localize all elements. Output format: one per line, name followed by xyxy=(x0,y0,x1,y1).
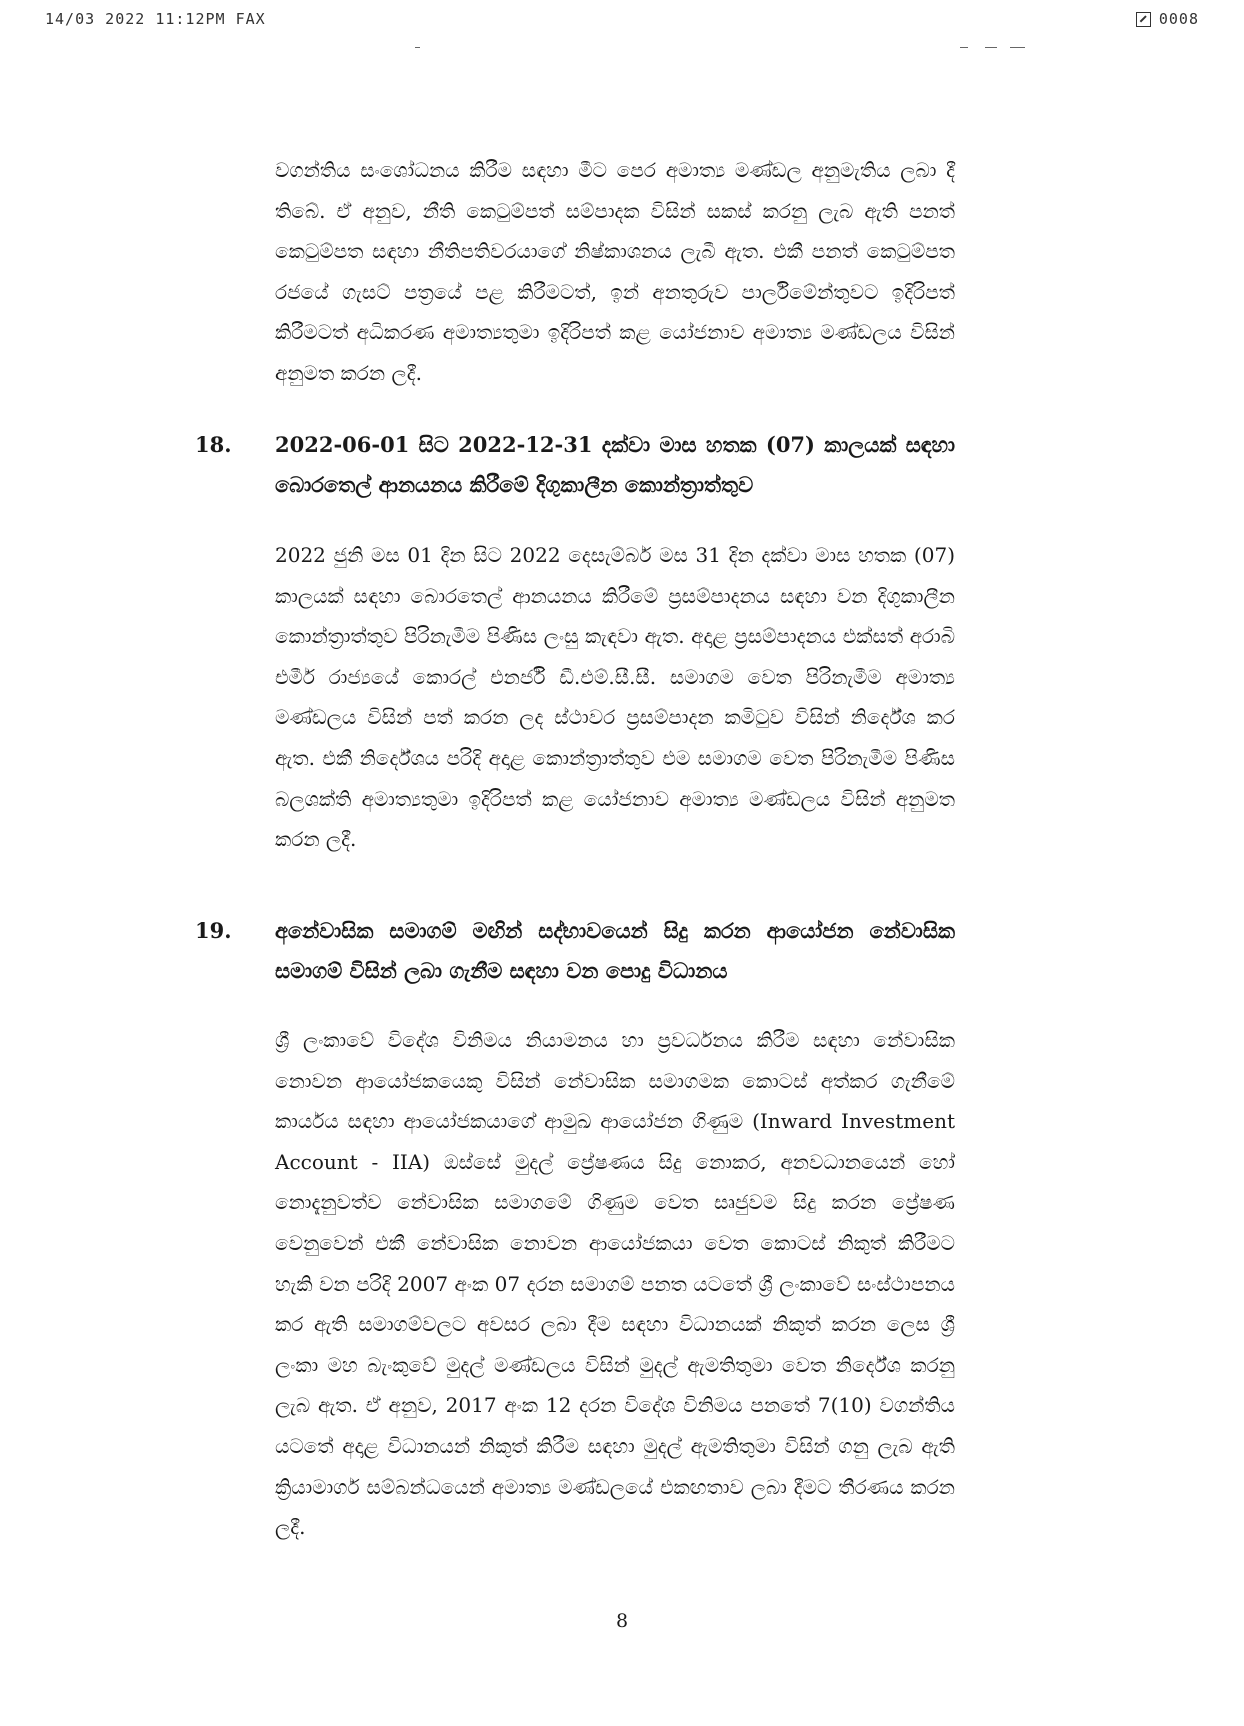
section-19-body: ශ්‍රී ලංකාවේ විදේශ විනිමය නියාමනය හා ප්‍රවර්ධනය කිරීම සඳහා නේවාසික නොවන ආයෝජකයෙකු විසින් නේවාසික සමාගමක කොටස් අත්කර ගැනීමේ කාර්යය සඳහා ආයෝජකයාගේ ආමුඛ ආයෝජන ගිණුම (Inward Investment Account - IIA) ඔස්සේ මුදල් ප්‍රේෂණය සිදු නොකර, අනවධානයෙන් හෝ නොදැනුවත්ව නේවාසික සමාගමේ ගිණුම වෙත සෘජුවම සිදු කරන ප්‍රේෂණ වෙනුවෙන් එකී නේවාසික නොවන ආයෝජකයා වෙත කොටස් නිකුත් කිරීමට හැකි වන පරිදි 2007 අංක 07 දරන සමාගම් පනත යටතේ ශ්‍රී ලංකාවේ සංස්ථාපනය කර ඇති සමාගම්වලට අවසර ලබා දීම සඳහා විධානයක් නිකුත් කරන ලෙස ශ්‍රී ලංකා මහ බැංකුවේ මුදල් මණ්ඩලය විසින් මුදල් ඇමතිතුමා වෙත නිර්දේශ කරනු ලැබ ඇත. ඒ අනුව, 2017 අංක 12 දරන විදේශ විනිමය පනතේ 7(10) වගන්තිය යටතේ අදාළ විධානයන් නිකුත් කිරීම සඳහා මුදල් ඇමතිතුමා විසින් ගනු ලැබ ඇති ක්‍රියාමාර්ග සම්බන්ධයෙන් අමාත්‍ය මණ්ඩලයේ එකඟතාව ලබා දීමට තීරණය කරන ලදී. xyxy=(275,1028,955,1540)
page-number: 8 xyxy=(615,1610,629,1632)
section-18-body: 2022 ජුනි මස 01 දින සිට 2022 දෙසැම්බර් මස 31 දින දක්වා මාස හතක (07) කාලයක් සඳහා බොරතෙල් ආනයනය කිරීමේ ප්‍රසම්පාදනය සඳහා වන දිගුකාලීන කොන්ත්‍රාත්තුව පිරිනැමීම පිණිස ලංසු කැඳවා ඇත. අදාළ ප්‍රසම්පාදනය එක්සත් අරාබි එමීර් රාජ්‍යයේ කොරල් එනර්ජි ඩී.එම්.සී.සී. සමාගම වෙත පිරිනැමීම අමාත්‍ය මණ්ඩලය විසින් පත් කරන ලද ස්ථාවර ප්‍රසම්පාදන කමිටුව විසින් නිර්දේශ කර ඇත. එකී නිර්දේශය පරිදි අදාළ කොන්ත්‍රාත්තුව එම සමාගම වෙත පිරිනැමීම පිණිස බලශක්ති අමාත්‍යතුමා ඉදිරිපත් කළ යෝජනාව අමාත්‍ය මණ්ඩලය විසින් අනුමත කරන ලදී. xyxy=(275,543,955,852)
fax-page-code: 0008 xyxy=(1158,10,1199,28)
intro-paragraph: වගන්තිය සංශෝධනය කිරීම සඳහා මීට පෙර අමාත්‍ය මණ්ඩල අනුමැතිය ලබා දී තිබේ. ඒ අනුව, නීති කෙටුම්පත් සම්පාදක විසින් සකස් කරනු ලැබ ඇති පනත් කෙටුම්පත සඳහා නීතිපතිවරයාගේ නිෂ්කාශනය ලැබී ඇත. එකී පනත් කෙටුම්පත රජයේ ගැසට් පත්‍රයේ පළ කිරීමටත්, ඉන් අනතුරුව පාර්ලිමේන්තුවට ඉදිරිපත් කිරීමටත් අධිකරණ අමාත්‍යතුමා ඉදිරිපත් කළ යෝජනාව අමාත්‍ය මණ්ඩලය විසින් අනුමත කරන ලදී. xyxy=(275,158,955,385)
section-19-title: අනේවාසික සමාගම් මඟින් සද්භාවයෙන් සිදු කරන ආයෝජන නේවාසික සමාගම් විසින් ලබා ගැනීම සඳහා වන පොදු විධානය xyxy=(275,918,955,983)
section-18-number: 18. xyxy=(195,432,232,457)
section-19-number: 19. xyxy=(195,918,232,943)
section-18-title: 2022-06-01 සිට 2022-12-31 දක්වා මාස හතක (07) කාලයක් සඳහා බොරතෙල් ආනයනය කිරීමේ දිගුකාලීන කොන්ත්‍රාත්තුව xyxy=(275,432,955,497)
fax-timestamp: 14/03 2022 11:12PM FAX xyxy=(45,10,266,28)
